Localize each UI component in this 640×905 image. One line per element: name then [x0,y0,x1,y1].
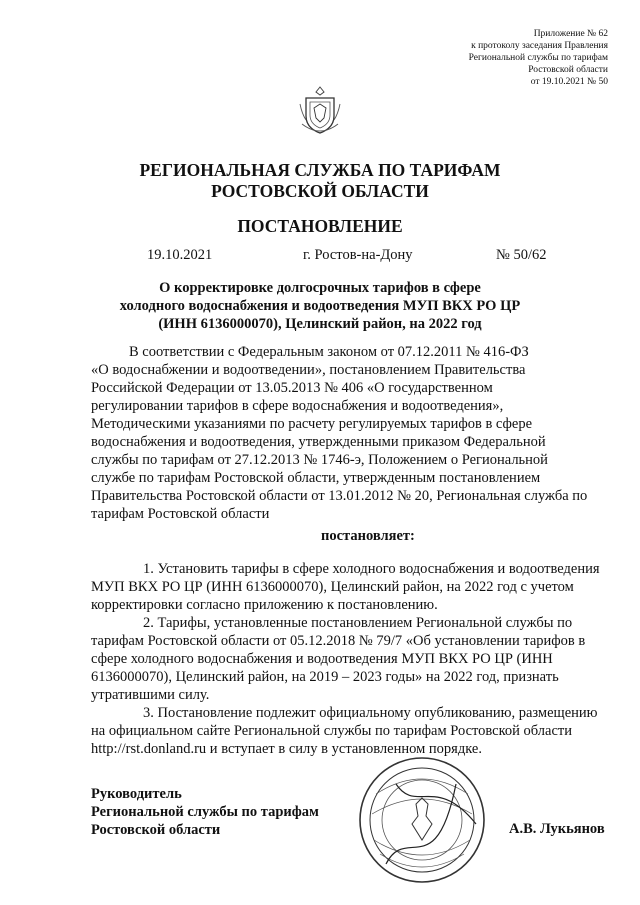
signatory-title [91,785,319,839]
appendix-line: Ростовской области [528,65,608,75]
org-line: РЕГИОНАЛЬНАЯ СЛУЖБА ПО ТАРИФАМ [139,160,501,180]
appendix-line: от 19.10.2021 № 50 [530,77,608,87]
document-city: г. Ростов-на-Дону [303,247,413,263]
item-line: тарифам Ростовской области от 05.12.2018 № 79/7 «Об установлении тарифов в [91,633,586,649]
subject-line: холодного водоснабжения и водоотведения МУП ВКХ РО ЦР [119,298,521,314]
item-line: МУП ВКХ РО ЦР (ИНН 6136000070), Целинский район, на 2022 год с учетом [91,579,574,595]
preamble-paragraph [91,343,610,523]
document-number: № 50/62 [496,247,547,263]
coat-of-arms-icon [298,84,342,136]
item-line: сфере холодного водоснабжения и водоотведения МУП ВКХ РО ЦР (ИНН [91,651,553,667]
preamble-line: регулировании тарифов в сфере водоснабжения и водоотведения», [91,398,504,414]
org-line: РОСТОВСКОЙ ОБЛАСТИ [211,181,429,201]
organization-name [0,160,640,202]
appendix-line: Региональной службы по тарифам [468,53,608,63]
signatory-line: Руководитель [91,786,182,802]
preamble-line: Методическими указаниями по расчету регулируемых тарифов в сфере [91,416,533,432]
signatory-line: Ростовской области [91,822,221,838]
document-date: 19.10.2021 [147,247,213,263]
signatory-name: А.В. Лукьянов [509,821,605,837]
document-subject [60,279,580,333]
preamble-line: В соответствии с Федеральным законом от 07.12.2011 № 416-ФЗ [129,344,529,360]
appendix-line: к протоколу заседания Правления [471,41,608,51]
item-line: утратившими силу. [91,687,210,703]
item-line: корректировки согласно приложению к постановлению. [91,597,438,613]
preamble-line: водоснабжения и водоотведения, утвержденными приказом Федеральной [91,434,546,450]
appendix-note [378,28,608,88]
item-line: http://rst.donland.ru и вступает в силу в установленном порядке. [91,741,482,757]
item-line: 3. Постановление подлежит официальному опубликованию, размещению [143,705,598,721]
item-line: 1. Установить тарифы в сфере холодного водоснабжения и водоотведения [143,561,600,577]
preamble-line: Правительства Ростовской области от 13.01.2012 № 20, Региональная служба по [91,488,588,504]
resolves-heading: постановляет: [321,528,415,544]
item-line: 6136000070), Целинский район, на 2019 – 2023 годы» на 2022 год, признать [91,669,559,685]
appendix-line: Приложение № 62 [533,29,608,39]
round-seal-icon [356,754,488,886]
preamble-line: тарифам Ростовской области [91,506,270,522]
document-type: ПОСТАНОВЛЕНИЕ [237,216,403,236]
item-line: 2. Тарифы, установленные постановлением Региональной службы по [143,615,573,631]
preamble-line: «О водоснабжении и водоотведении», постановлением Правительства [91,362,526,378]
preamble-line: службе по тарифам Ростовской области, утвержденным постановлением [91,470,541,486]
subject-line: (ИНН 6136000070), Целинский район, на 2022 год [158,316,482,332]
item-line: на официальном сайте Региональной службы по тарифам Ростовской области [91,723,573,739]
subject-line: О корректировке долгосрочных тарифов в сфере [159,280,481,296]
preamble-line: Российской Федерации от 13.05.2013 № 406 «О государственном [91,380,493,396]
resolution-items [91,560,610,758]
signatory-line: Региональной службы по тарифам [91,804,319,820]
preamble-line: службы по тарифам от 27.12.2013 № 1746-э, Положением о Региональной [91,452,548,468]
